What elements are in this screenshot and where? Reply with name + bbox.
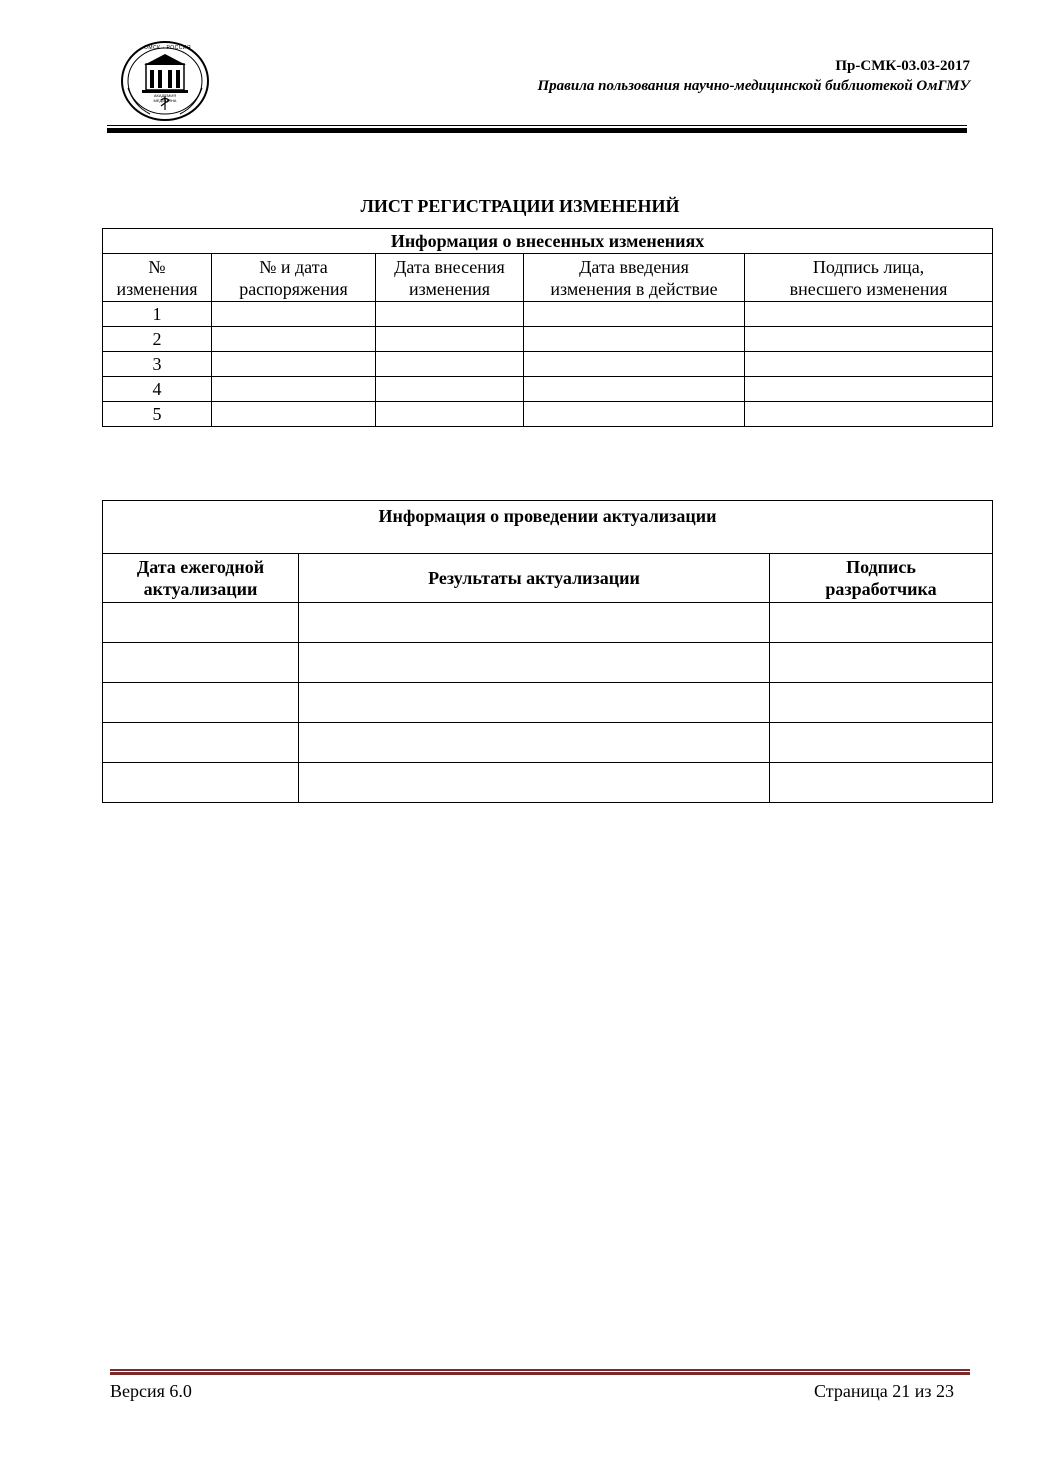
footer-page-number: Страница 21 из 23: [814, 1381, 954, 1401]
table-cell: [745, 352, 993, 377]
table-cell: [212, 327, 376, 352]
table-row: [103, 352, 993, 377]
table-cell: [103, 723, 299, 763]
table-row: [103, 327, 993, 352]
table-row: [103, 377, 993, 402]
table-row: [103, 763, 993, 803]
table-row: [103, 402, 993, 427]
column-header: Результаты актуализации: [299, 554, 770, 603]
table-row: [103, 643, 993, 683]
actualization-table: [102, 500, 993, 803]
column-header: Подпись разработчика: [770, 554, 993, 603]
header-divider: [107, 125, 967, 134]
table-caption-row: [103, 501, 993, 554]
change-number: 1: [103, 302, 212, 327]
table-cell: [376, 402, 524, 427]
column-header: Подпись лица, внесшего изменения: [745, 254, 993, 302]
table-cell: [524, 327, 745, 352]
page-title: ЛИСТ РЕГИСТРАЦИИ ИЗМЕНЕНИЙ: [360, 196, 680, 216]
actualization-table-caption: Информация о проведении актуализации: [103, 501, 993, 554]
table-cell: [770, 643, 993, 683]
table-cell: [299, 763, 770, 803]
table-cell: [103, 603, 299, 643]
table-cell: [770, 723, 993, 763]
change-number: 4: [103, 377, 212, 402]
table-cell: [103, 683, 299, 723]
table-header-row: [103, 554, 993, 603]
table-cell: [212, 377, 376, 402]
table-cell: [212, 402, 376, 427]
table-cell: [103, 763, 299, 803]
change-number: 2: [103, 327, 212, 352]
logo-text-top: ОМСК · РОССИЯ: [144, 45, 192, 51]
table-row: [103, 302, 993, 327]
table-row: [103, 683, 993, 723]
change-number: 5: [103, 402, 212, 427]
table-cell: [212, 352, 376, 377]
column-header: Дата введения изменения в действие: [524, 254, 745, 302]
table-cell: [376, 327, 524, 352]
table-cell: [745, 377, 993, 402]
table-cell: [212, 302, 376, 327]
table-cell: [376, 302, 524, 327]
table-caption-row: [103, 229, 993, 254]
logo-text-bottom: АКАДЕМИЯ МЕДИЦИНА: [153, 93, 177, 103]
column-header: Дата ежегодной актуализации: [103, 554, 299, 603]
column-header: Дата внесения изменения: [376, 254, 524, 302]
table-cell: [376, 377, 524, 402]
table-cell: [299, 643, 770, 683]
table-cell: [770, 763, 993, 803]
change-number: 3: [103, 352, 212, 377]
document-subtitle: Правила пользования научно-медицинской библиотекой ОмГМУ: [537, 78, 970, 94]
column-header: № и дата распоряжения: [212, 254, 376, 302]
document-code: Пр-СМК-03.03-2017: [835, 58, 970, 74]
table-row: [103, 603, 993, 643]
table-row: [103, 723, 993, 763]
table-cell: [524, 402, 745, 427]
table-cell: [524, 302, 745, 327]
table-cell: [299, 723, 770, 763]
table-cell: [770, 683, 993, 723]
footer-version: Версия 6.0: [110, 1381, 192, 1401]
university-seal-icon: [120, 40, 210, 122]
changes-table: [102, 228, 993, 427]
table-cell: [299, 603, 770, 643]
table-cell: [745, 402, 993, 427]
table-header-row: [103, 254, 993, 302]
table-cell: [524, 352, 745, 377]
column-header: № изменения: [103, 254, 212, 302]
table-cell: [524, 377, 745, 402]
table-cell: [299, 683, 770, 723]
table-cell: [745, 327, 993, 352]
table-cell: [376, 352, 524, 377]
table-cell: [770, 603, 993, 643]
footer-divider: [110, 1369, 970, 1376]
changes-table-caption: Информация о внесенных изменениях: [103, 229, 993, 254]
table-cell: [103, 643, 299, 683]
table-cell: [745, 302, 993, 327]
